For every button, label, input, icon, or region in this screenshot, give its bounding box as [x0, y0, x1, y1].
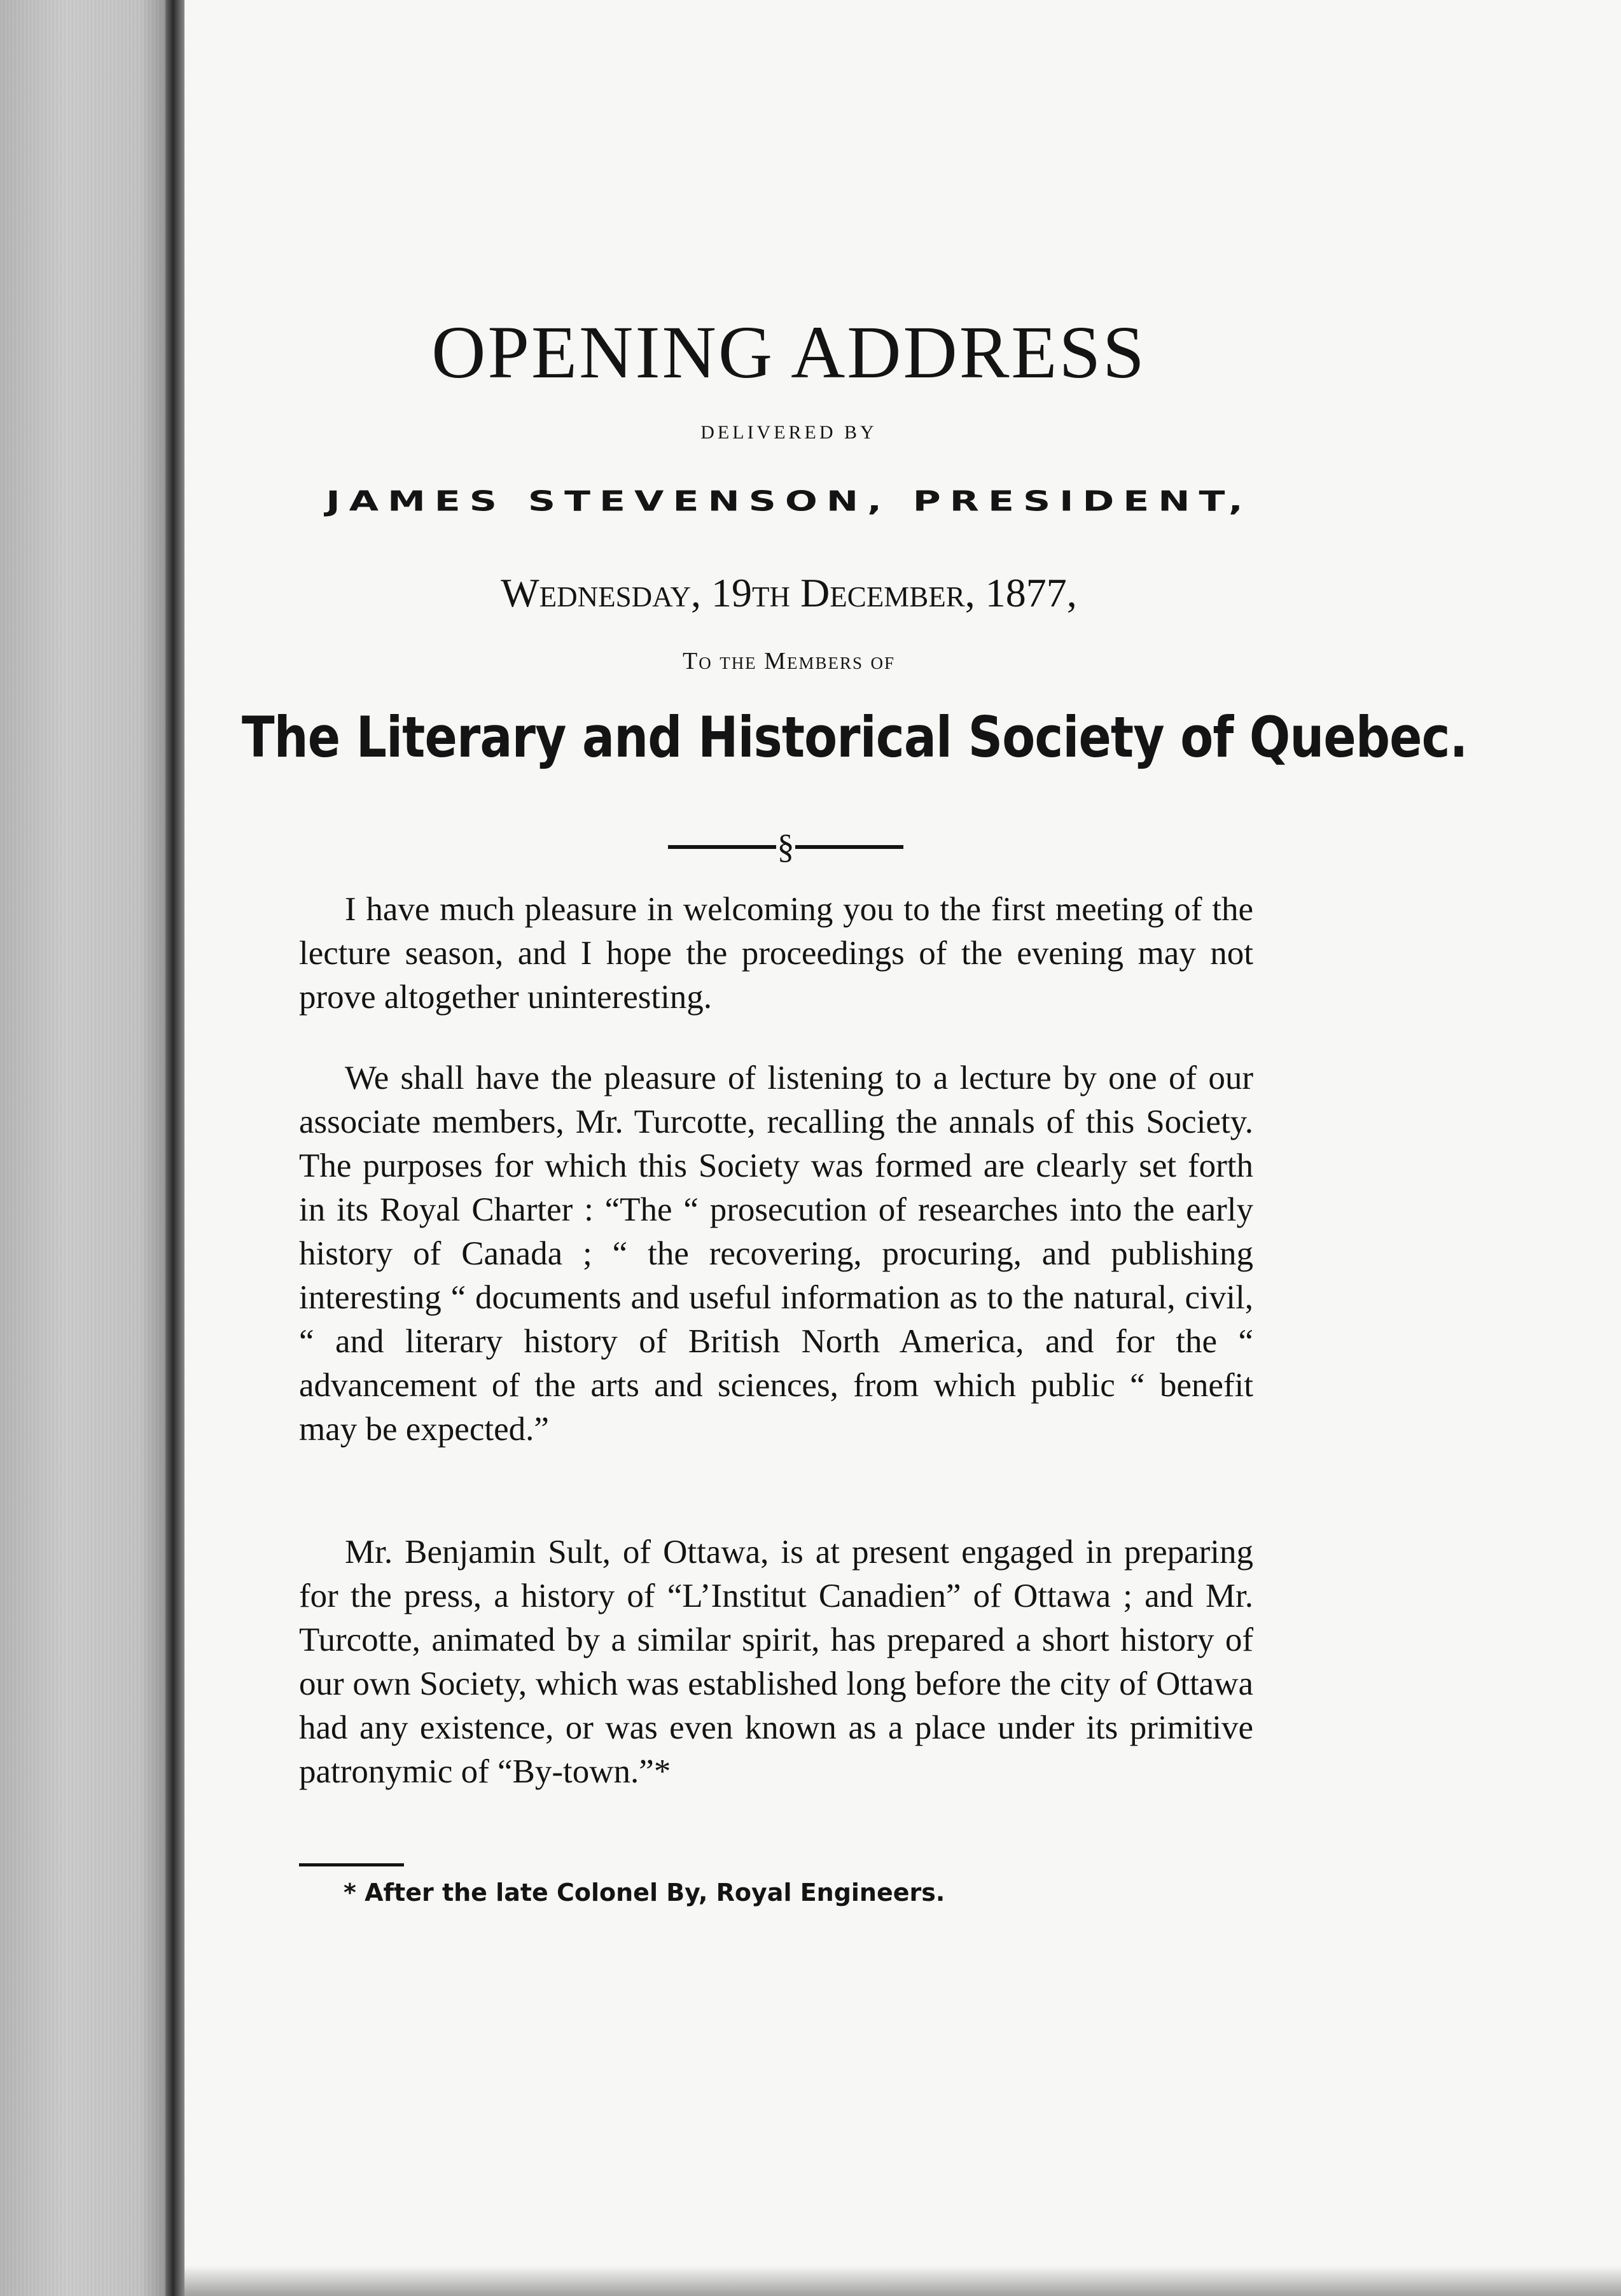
presenter-line: JAMES STEVENSON, PRESIDENT,	[326, 485, 1252, 518]
paragraph-text: I have much pleasure in welcoming you to the first meeting of the lecture season, and I hope the proceedings of the evening may not prove altogether uninteresting.	[299, 891, 1253, 1016]
document-title: OPENING ADDRESS	[431, 311, 1146, 394]
section-sign: §	[777, 827, 795, 865]
scanner-margin	[0, 0, 165, 2296]
paragraph-text: We shall have the pleasure of listening to a lecture by one of our associate members, Mr. Turcotte, recalling the annals of this Society. The purposes for which this Society was formed are clearly set forth in its Royal Charter : “The “ prosecution of researches into the early history of Canada ; “ the recovering, procuring, and publishing interesting “ documents and useful information as to the natural, civil, “ and literary history of British North America, and for the “ advancement of the arts and sciences, from which public “ benefit may be expected.”	[299, 1060, 1253, 1448]
date-line: Wednesday, 19th December, 1877,	[501, 570, 1077, 615]
delivered-by-label: DELIVERED BY	[700, 422, 877, 443]
ornament-rule-left	[668, 845, 776, 849]
society-name: The Literary and Historical Society of Quebec.	[242, 704, 1468, 770]
ornament-rule-right	[795, 845, 903, 849]
members-line: To the Members of	[682, 648, 896, 675]
page-bottom-shadow	[184, 2265, 1621, 2296]
footnote: * After the late Colonel By, Royal Engineers.	[344, 1879, 945, 1907]
paragraph-text: Mr. Benjamin Sult, of Ottawa, is at present engaged in preparing for the press, a history of “L’Institut Canadien” of Ottawa ; and Mr. Turcotte, animated by a similar spirit, has prepared a short history of our own Society, which was established long before the city of Ottawa had any existence, or was even known as a place under its primitive patronymic of “By-town.”*	[299, 1534, 1253, 1790]
section-ornament	[668, 827, 903, 865]
footnote-rule	[299, 1863, 404, 1866]
paragraph-2	[299, 1056, 1253, 1452]
paragraph-1	[299, 888, 1253, 1019]
paragraph-3	[299, 1530, 1253, 1794]
